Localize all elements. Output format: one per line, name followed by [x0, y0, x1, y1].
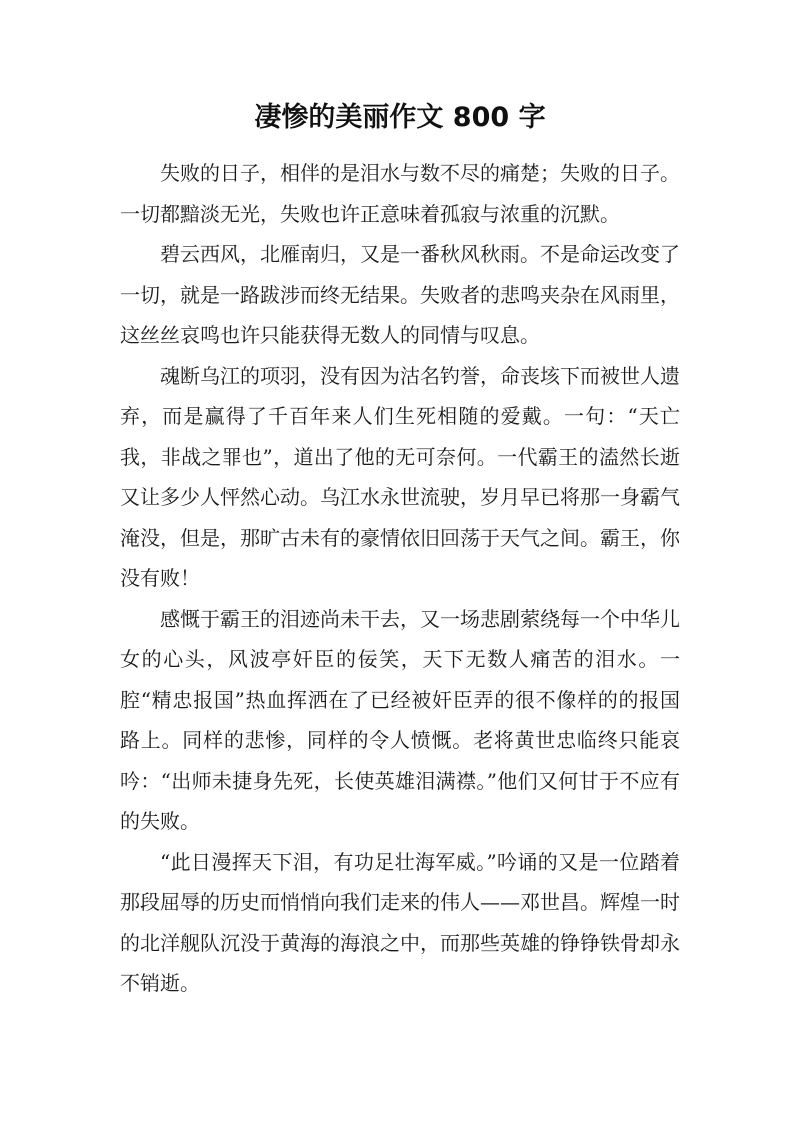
paragraph-4: 感慨于霸王的泪迹尚未干去，又一场悲剧萦绕每一个中华儿女的心头，风波亭奸臣的佞笑，天下无数人痛苦的泪水。一腔“精忠报国”热血挥洒在了已经被奸臣弄的很不像样的的报国路上。同样的悲惨，同样的令人愤慨。老将黄世忠临终只能哀吟：“出师未捷身先死，长使英雄泪满襟。”他们又何甘于不应有的失败。	[120, 606, 680, 833]
paragraph-1: 失败的日子，相伴的是泪水与数不尽的痛楚；失败的日子。一切都黯淡无光，失败也许正意味着孤寂与浓重的沉默。	[120, 161, 680, 226]
paragraph-5: “此日漫挥天下泪，有功足壮海军威。”吟诵的又是一位踏着那段屈辱的历史而悄悄向我们走来的伟人——邓世昌。辉煌一时的北洋舰队沉没于黄海的海浪之中，而那些英雄的铮铮铁骨却永不销逝。	[120, 849, 680, 995]
essay-body	[120, 153, 680, 1004]
paragraph-2: 碧云西风，北雁南归，又是一番秋风秋雨。不是命运改变了一切，就是一路跋涉而终无结果。失败者的悲鸣夹杂在风雨里，这丝丝哀鸣也许只能获得无数人的同情与叹息。	[120, 242, 680, 347]
paragraph-3: 魂断乌江的项羽，没有因为沽名钓誉，命丧垓下而被世人遗弃，而是赢得了千百年来人们生死相随的爱戴。一句：“天亡我，非战之罪也”，道出了他的无可奈何。一代霸王的溘然长逝又让多少人怦然心动。乌江水永世流驶，岁月早已将那一身霸气淹没，但是，那旷古未有的豪情依旧回荡于天气之间。霸王，你没有败！	[120, 363, 680, 590]
essay-title: 凄惨的美丽作文 800 字	[254, 102, 546, 133]
